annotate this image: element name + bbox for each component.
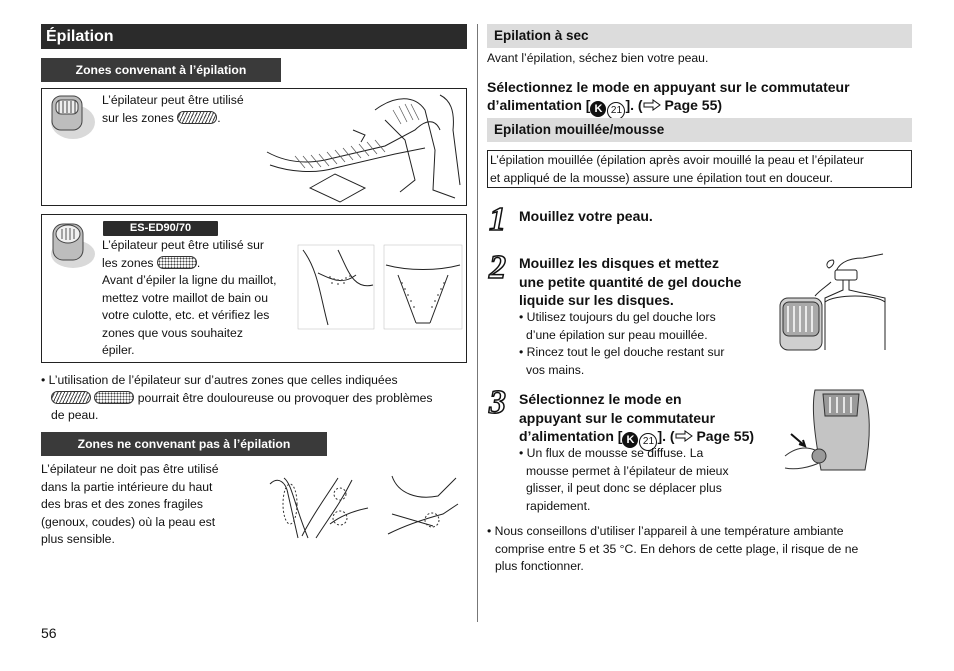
step-2-text: Mouillez les disques et mettez une petite quantité de gel douche liquide sur les disques. xyxy=(519,255,742,308)
zones-ok-text: L’épilateur peut être utilisé sur les zones . xyxy=(102,93,244,125)
step-3-text: Sélectionnez le mode en appuyant sur le commutateur d’alimentation [ K 21 ]. ( Page 55) xyxy=(519,390,754,451)
circled-21-icon: 21 xyxy=(639,433,657,451)
k-badge-icon: K xyxy=(590,101,606,117)
column-divider xyxy=(477,24,478,622)
wet-info-box: L’épilation mouillée (épilation après avoir mouillé la peau et l’épilateur et appliqué de la mousse) assure une épilation tout en douceur. xyxy=(487,150,912,188)
zones-note: • L’utilisation de l’épilateur sur d’autres zones que celles indiquées pourrait être douloureuse ou provoquer des problèmes de peau. xyxy=(41,373,433,422)
step-number: 2 xyxy=(489,249,506,286)
hatched-zone-swatch xyxy=(177,111,217,124)
step-number: 3 xyxy=(489,384,506,421)
wet-heading: Epilation mouillée/mousse xyxy=(487,118,912,142)
epilator-cap-icon xyxy=(47,220,99,270)
page-ref-arrow-icon xyxy=(675,430,693,442)
select-mode-instruction: Sélectionnez le mode en appuyant sur le commutateur d’alimentation [ K 21 ]. ( Page 55) xyxy=(487,78,850,120)
section-title: Épilation xyxy=(41,24,467,49)
k-badge-icon: K xyxy=(622,432,638,448)
zones-not-ok-text: L’épilateur ne doit pas être utilisé dans la partie intérieure du haut des bras et des zones fragiles (genoux, coudes) où la peau est plus sensible. xyxy=(41,462,219,546)
zones-ok-text-2: L’épilateur peut être utilisé sur les zones . Avant d’épiler la ligne du maillot, mettez votre maillot de bain ou votre culotte, etc. et vérifiez les zones que vous souhaitez épiler. xyxy=(102,238,277,357)
circled-21-icon: 21 xyxy=(607,102,625,120)
step-1-text: Mouillez votre peau. xyxy=(519,208,653,224)
epilator-power-switch-illustration xyxy=(785,388,875,472)
zones-ok-heading: Zones convenant à l’épilation xyxy=(41,58,281,82)
hatched-zone-swatch xyxy=(51,391,91,404)
model-badge: ES-ED90/70 xyxy=(103,221,218,236)
dotted-zone-swatch xyxy=(94,391,134,404)
final-note: • Nous conseillons d’utiliser l’appareil à une température ambiante comprise entre 5 et 35 °C. En dehors de cette plage, il risque de ne plus fonctionner. xyxy=(487,524,859,573)
sensitive-zones-illustration xyxy=(268,474,464,540)
legs-illustration xyxy=(265,90,465,204)
dry-text: Avant l’épilation, séchez bien votre peau. xyxy=(487,51,709,65)
step-number: 1 xyxy=(489,201,506,238)
shower-gel-illustration xyxy=(775,250,887,350)
page-ref-arrow-icon xyxy=(643,99,661,111)
zones-not-ok-heading: Zones ne convenant pas à l’épilation xyxy=(41,432,327,456)
step-2-bullets: • Utilisez toujours du gel douche lors d’une épilation sur peau mouillée. • Rincez tout le gel douche restant sur vos mains. xyxy=(519,310,725,377)
dry-heading: Epilation à sec xyxy=(487,24,912,48)
dotted-zone-swatch xyxy=(157,256,197,269)
step-3-bullets: • Un flux de mousse se diffuse. La mousse permet à l’épilateur de mieux glisser, il peut donc se déplacer plus rapidement. xyxy=(519,446,729,513)
page-number: 56 xyxy=(41,625,57,641)
epilator-head-icon xyxy=(47,92,99,140)
bikini-zone-illustration xyxy=(298,245,463,330)
